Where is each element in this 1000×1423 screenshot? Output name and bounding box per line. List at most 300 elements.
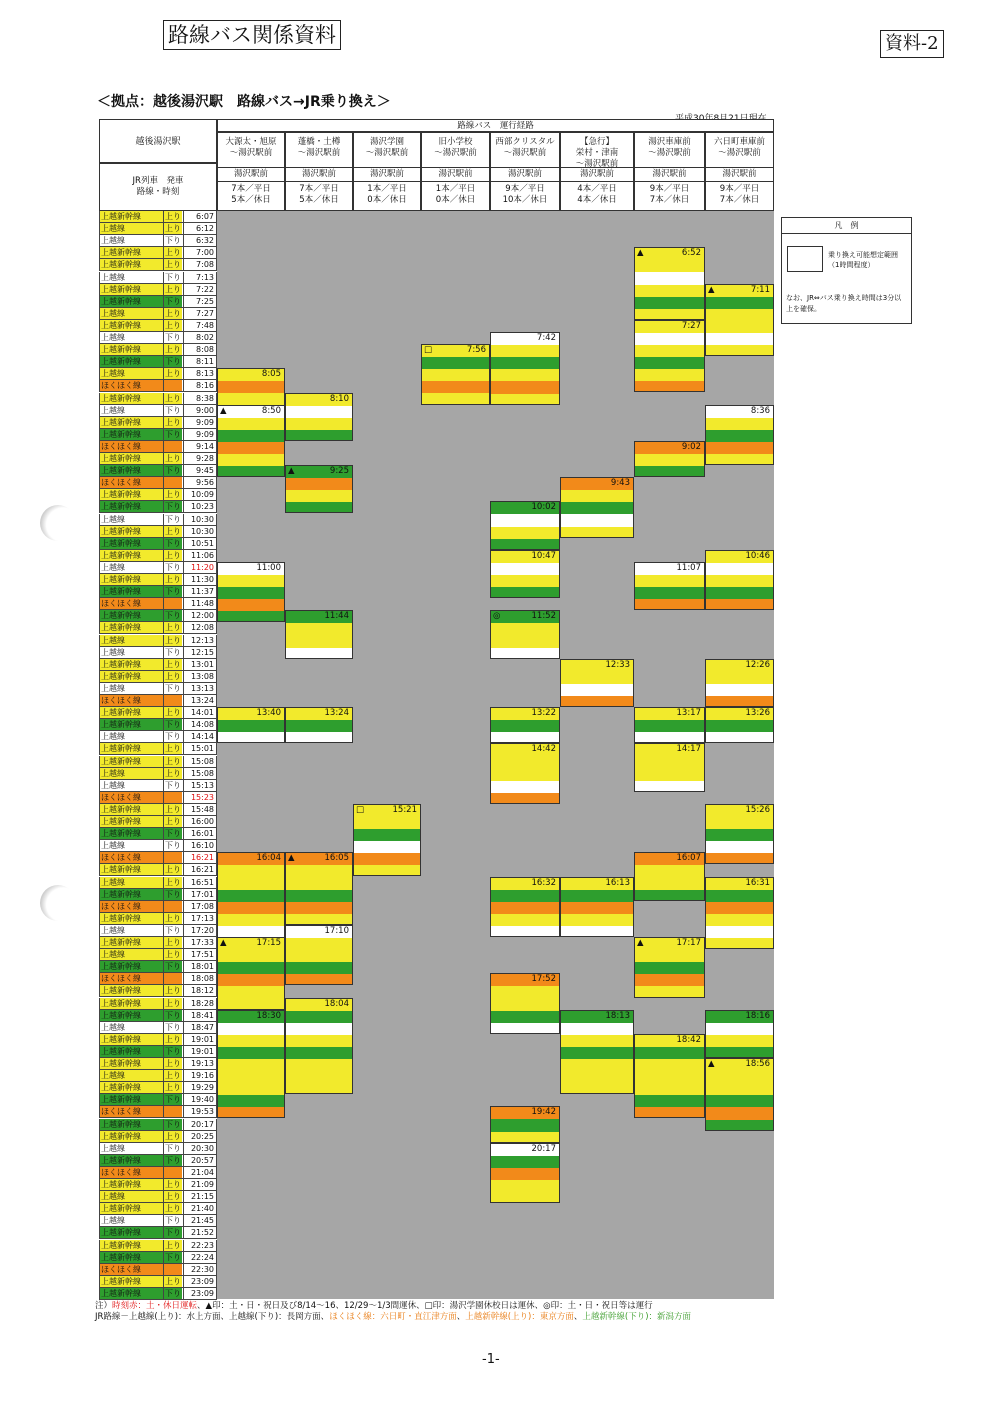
jr-line-name: 上越新幹線 [101,1155,141,1165]
jr-departure-time: 17:33 [183,937,216,948]
connection-band [706,1083,773,1096]
jr-direction: 上り [165,1192,181,1202]
jr-departure-time: 16:21 [183,864,216,875]
footer-shinkansen-up-note: 上越新幹線(上り)：東京方面 [465,1312,574,1322]
connection-band [218,381,284,394]
jr-direction: 上り [165,877,181,887]
jr-departure-time: 11:48 [183,598,216,609]
connection-band [635,732,704,743]
connection-band [491,381,559,394]
jr-departure-time: 18:28 [183,998,216,1009]
jr-train-row [99,949,217,961]
jr-line-name: 上越新幹線 [101,1240,141,1250]
jr-departure-time: 8:13 [183,368,216,379]
connection-band [706,1047,773,1058]
connection-band [218,430,284,443]
bus-arrival-time: 18:04 [324,998,349,1009]
bus-arrival-block [490,550,560,598]
jr-departure-time: 23:09 [183,1288,216,1299]
connection-band [491,986,559,999]
service-note-mark: ▲ [708,284,715,295]
route-name [635,133,704,168]
jr-train-row [99,925,217,937]
jr-train-row [99,683,217,695]
jr-direction [163,792,182,803]
jr-line-name: 上越新幹線 [101,1228,141,1238]
connection-band [286,648,352,659]
connection-band [706,1071,773,1084]
jr-direction: 上り [165,369,181,379]
route-stop: 湯沢駅前 [635,168,704,182]
jr-train-row [99,695,217,707]
connection-band [706,853,773,864]
connection-band [561,514,633,527]
jr-train-row [99,1240,217,1252]
punch-hole-bottom [40,885,76,921]
footer-line-1 [95,1301,775,1312]
connection-band [561,914,633,927]
jr-line-name: 上越線 [101,950,125,960]
jr-line-name: 上越新幹線 [101,1252,141,1262]
jr-departure-time: 16:51 [183,877,216,888]
jr-departure-time: 15:01 [183,743,216,754]
jr-departure-time: 14:01 [183,707,216,718]
jr-departure-time: 18:08 [183,973,216,984]
jr-train-row [99,1264,217,1276]
jr-header-line1: JR列車 発車 [132,176,184,186]
route-name-line: ～湯沢駅前 [648,148,691,158]
jr-departure-time: 19:53 [183,1106,216,1117]
jr-direction: 上り [165,575,181,584]
connection-band [635,1059,704,1072]
jr-train-row [99,417,217,429]
connection-band [635,333,704,346]
jr-line-name: 上越新幹線 [101,1276,141,1286]
connection-band [491,345,559,358]
jr-direction: 下り [165,502,181,512]
jr-departure-time: 16:10 [183,840,216,851]
bus-arrival-time: 16:05 [324,853,349,864]
jr-train-row [99,1058,217,1070]
connection-band [218,418,284,431]
connection-band [491,514,559,527]
jr-line-name: ほくほく線 [101,853,141,863]
bus-arrival-block [705,550,774,611]
jr-train-row [99,852,217,864]
bus-arrival-time: 17:15 [256,938,281,948]
jr-direction: 上り [165,320,181,330]
connection-band [286,418,352,431]
jr-train-row [99,780,217,792]
legend-swatch [787,246,823,272]
jr-line-name: 上越新幹線 [101,575,141,584]
jr-train-row [99,284,217,296]
jr-direction: 上り [165,635,181,645]
route-holiday-count: 5本／休日 [299,194,339,205]
connection-band [635,297,704,310]
jr-direction: 下り [165,333,181,342]
jr-train-row [99,647,217,659]
jr-train-row [99,429,217,441]
jr-departure-time: 10:51 [183,538,216,549]
jr-train-row [99,1131,217,1143]
jr-direction: 上り [165,308,181,318]
footer-sep-1: 、 [456,1312,466,1322]
connection-band [561,926,633,937]
jr-line-name: 上越新幹線 [101,1131,141,1141]
jr-train-row [99,756,217,768]
jr-line-name: 上越新幹線 [101,1034,141,1044]
connection-band [706,841,773,854]
jr-departure-time: 8:08 [183,344,216,355]
connection-band [706,902,773,915]
connection-band [706,430,773,443]
route-header [421,132,490,211]
jr-departure-time: 15:08 [183,768,216,779]
jr-train-row [99,235,217,247]
bus-arrival-block [217,405,285,478]
jr-train-row [99,465,217,477]
connection-band [218,1071,284,1084]
route-name-line: 栄村・津南 [575,148,619,158]
legend-desc-1: 乗り換え可能想定範囲 [828,251,898,259]
bus-arrival-time: 16:07 [676,853,701,864]
bus-arrival-time: 10:46 [745,550,770,561]
jr-line-name: 上越線 [101,405,125,415]
route-stop: 湯沢駅前 [422,168,489,182]
jr-train-row [99,332,217,344]
jr-departure-time: 19:16 [183,1070,216,1081]
route-header [353,132,421,211]
legend-box [781,217,912,324]
connection-band [635,1083,704,1096]
connection-band [561,1035,633,1048]
connection-band [635,890,704,901]
jr-departure-time: 10:09 [183,489,216,500]
jr-line-name: 上越新幹線 [101,466,141,476]
connection-band [635,986,704,997]
jr-line-name: 上越線 [101,1071,125,1081]
bus-arrival-time: 9:25 [329,466,349,477]
jr-direction: 上り [165,1276,181,1286]
jr-line-name: ほくほく線 [101,599,141,609]
bus-arrival-time: 18:16 [745,1010,770,1021]
connection-band [491,902,559,915]
connection-band [706,1107,773,1120]
connection-band [218,890,284,903]
jr-departure-time: 12:00 [183,610,216,621]
jr-direction: 下り [165,1155,181,1165]
route-name-line: ～湯沢駅前 [434,148,477,158]
jr-line-name: ほくほく線 [101,381,141,391]
connection-band [286,902,352,915]
connection-band [706,345,773,356]
bus-arrival-block [490,707,560,743]
connection-band [561,672,633,685]
jr-line-name: 上越新幹線 [101,1046,141,1056]
jr-departure-time: 16:01 [183,828,216,839]
connection-band [218,466,284,477]
jr-train-row [99,671,217,683]
bus-arrival-block [705,1058,774,1131]
footer-mark-notes: 、▲印：土・日・祝日及び8/14～16、12/29～1/3間運休、□印：湯沢学園休校日は運休、◎印：土・日・祝日等は運行 [197,1301,653,1311]
connection-band [354,817,420,830]
connection-band [286,720,352,733]
route-weekday-count: 4本／平日 [577,184,617,194]
jr-train-row [99,1227,217,1239]
connection-band [635,974,704,987]
route-stop: 湯沢駅前 [706,168,773,182]
jr-direction: 上り [165,1180,181,1189]
connection-band [218,950,284,963]
jr-departure-time: 10:30 [183,526,216,537]
bus-arrival-time: 11:44 [324,611,349,622]
route-weekday-count: 9本／平日 [505,184,545,194]
bus-arrival-block [560,877,634,938]
jr-direction: 上り [165,768,181,778]
connection-band [354,841,420,854]
connection-band [635,1107,704,1118]
connection-band [706,454,773,465]
connection-band [635,272,704,285]
bus-arrival-time: 7:11 [750,284,770,295]
bus-arrival-time: 13:22 [531,708,556,719]
jr-train-row [99,961,217,973]
connection-band [706,333,773,346]
connection-band [491,1180,559,1193]
connection-band [491,998,559,1011]
jr-line-name: 上越新幹線 [101,889,141,899]
jr-departure-time: 10:30 [183,514,216,525]
bus-arrival-time: 13:40 [256,708,281,719]
connection-band [706,418,773,431]
jr-train-row [99,320,217,332]
jr-direction: 下り [165,357,181,367]
jr-departure-time: 11:06 [183,550,216,561]
bus-arrival-block [705,1010,774,1058]
jr-train-row [99,211,217,223]
connection-band [635,369,704,382]
jr-direction: 下り [165,1252,181,1262]
jr-direction: 上り [165,550,181,560]
connection-band [491,575,559,588]
jr-direction: 上り [165,950,181,960]
jr-departure-time: 18:47 [183,1022,216,1033]
route-name-line: 湯沢学園 [369,137,404,147]
connection-band [635,285,704,298]
connection-band [706,563,773,576]
jr-departure-time: 19:01 [183,1034,216,1045]
jr-line-name: 上越新幹線 [101,296,141,306]
connection-band [286,877,352,890]
connection-band [286,1023,352,1036]
connection-band [286,623,352,636]
jr-line-name: 上越線 [101,562,125,572]
connection-band [491,563,559,576]
jr-line-name: 上越線 [101,780,125,790]
route-name-line: ～湯沢駅前 [365,148,409,158]
route-header [705,132,774,211]
jr-departure-time: 6:07 [183,211,216,222]
connection-band [635,381,704,392]
jr-direction: 下り [165,562,181,572]
connection-band [286,914,352,925]
connection-band [706,732,773,743]
connection-band [218,877,284,890]
jr-line-name: 上越新幹線 [101,212,141,221]
connection-band [706,442,773,455]
connection-band [491,1011,559,1024]
jr-train-row [99,441,217,453]
bus-arrival-block [634,562,705,610]
jr-line-name: 上越新幹線 [101,938,141,947]
connection-band [561,1047,633,1060]
jr-line-name: 上越新幹線 [101,345,141,355]
bus-arrival-time: 13:26 [745,708,770,719]
jr-departure-time: 21:40 [183,1203,216,1214]
jr-train-row [99,1191,217,1203]
jr-line-name: 上越新幹線 [101,587,141,597]
jr-direction: 下り [165,236,181,246]
connection-band [635,454,704,467]
jr-line-name: 上越新幹線 [101,744,141,754]
jr-direction: 上り [165,623,181,633]
connection-band [491,720,559,733]
route-holiday-count: 0本／休日 [367,194,407,205]
connection-band [635,357,704,370]
connection-band [706,1023,773,1036]
jr-departure-time: 13:08 [183,671,216,682]
punch-hole-top [40,505,76,541]
bus-arrival-block [634,320,705,393]
jr-line-name: 上越線 [101,369,125,379]
jr-direction: 下り [165,272,181,282]
legend-title: 凡 例 [782,218,911,234]
jr-departure-time: 7:13 [183,272,216,283]
bus-arrival-time: 13:17 [676,708,701,719]
jr-direction: 下り [165,647,181,657]
jr-line-name: 上越新幹線 [101,260,141,270]
route-weekday-count: 1本／平日 [367,184,407,194]
route-stop: 湯沢駅前 [354,168,420,182]
jr-train-row [99,901,217,913]
jr-departure-time: 20:57 [183,1155,216,1166]
connection-band [286,890,352,903]
legend-note-1: なお、JR⇔バス乗り換え時間は3分以 [786,294,902,302]
connection-band [706,321,773,334]
jr-train-row [99,731,217,743]
connection-band [218,1107,284,1118]
jr-departure-time: 22:24 [183,1252,216,1263]
jr-line-name: 上越新幹線 [101,284,141,294]
route-holiday-count: 0本／休日 [435,194,476,205]
jr-line-name: ほくほく線 [101,1107,141,1117]
jr-direction: 上り [165,659,181,669]
jr-direction: 下り [165,829,181,839]
connection-band [286,865,352,878]
jr-line-name: 上越新幹線 [101,538,141,548]
jr-departure-time: 8:02 [183,332,216,343]
footer-sep-2: 、 [573,1312,583,1322]
route-name-line: ～湯沢駅前 [229,148,273,158]
route-name-line: ～湯沢駅前 [503,148,547,158]
jr-departure-time: 17:01 [183,889,216,900]
jr-train-row [99,998,217,1010]
jr-train-row [99,562,217,574]
connection-band [635,865,704,878]
jr-direction [163,441,182,452]
connection-band [706,938,773,949]
route-weekday-count: 9本／平日 [649,184,690,194]
jr-direction: 下り [165,1119,181,1129]
jr-line-name: 上越新幹線 [101,962,141,972]
route-header [490,132,560,211]
legend-note-2: 上を確保。 [786,305,821,313]
jr-train-row [99,526,217,538]
jr-train-row [99,550,217,562]
jr-departure-time: 14:08 [183,719,216,730]
jr-train-row [99,1215,217,1227]
jr-train-row [99,1010,217,1022]
jr-line-name: 上越新幹線 [101,550,141,560]
route-name [354,133,420,168]
route-name-line: ～湯沢駅前 [297,148,341,158]
connection-band [218,1059,284,1072]
jr-departure-time: 7:22 [183,284,216,295]
bus-arrival-block [490,973,560,1034]
connection-band [706,914,773,927]
jr-train-row [99,1022,217,1034]
connection-band [354,865,420,876]
connection-band [561,1071,633,1084]
jr-departure-time: 6:32 [183,235,216,246]
route-holiday-count: 5本／休日 [231,194,271,205]
connection-band [706,890,773,903]
jr-departure-time: 15:48 [183,804,216,815]
connection-band [218,1095,284,1108]
jr-departure-time: 21:52 [183,1227,216,1238]
jr-departure-time: 13:01 [183,659,216,670]
route-name [706,133,773,168]
connection-band [491,756,559,769]
connection-band [286,430,352,441]
connection-band [286,938,352,951]
route-holiday-count: 7本／休日 [719,194,760,205]
bus-arrival-block [285,998,353,1095]
jr-departure-time: 8:16 [183,380,216,391]
service-note-mark: □ [424,345,433,356]
connection-band [491,394,559,405]
connection-band [218,865,284,878]
footer-line-2 [95,1312,775,1323]
jr-direction [163,973,182,984]
jr-header [99,163,217,211]
jr-line-name: 上越新幹線 [101,1059,141,1068]
jr-departure-time: 7:08 [183,259,216,270]
jr-direction: 上り [165,913,181,923]
bus-arrival-block [421,344,490,405]
bus-arrival-time: 15:21 [392,804,417,815]
bus-arrival-block [490,877,560,938]
connection-band [218,986,284,999]
bus-arrival-time: 8:36 [750,405,770,416]
route-name-line: 蓬橋・土樽 [297,137,341,147]
jr-direction: 下り [165,925,181,935]
jr-direction: 上り [165,345,181,355]
bus-arrival-time: 18:30 [256,1010,281,1021]
connection-band [218,587,284,600]
jr-header-line2: 路線・時刻 [136,187,180,197]
